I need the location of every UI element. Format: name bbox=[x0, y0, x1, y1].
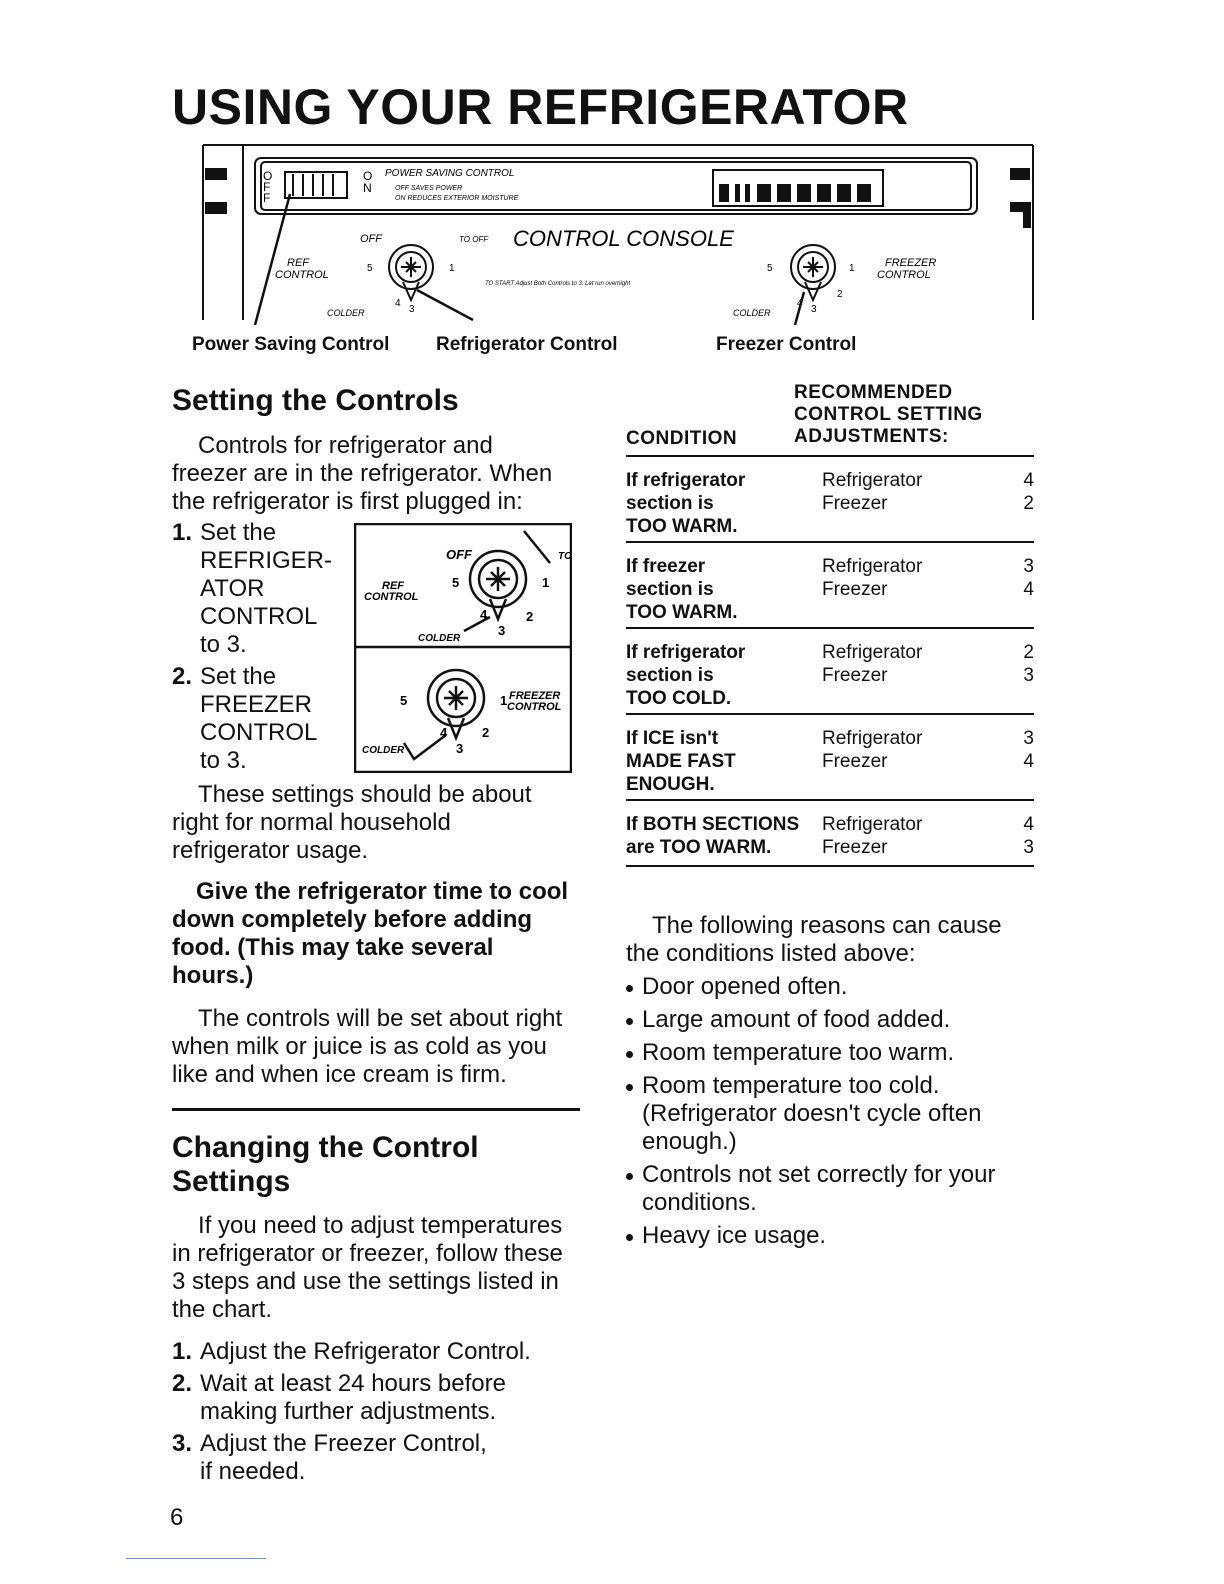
list-item: Large amount of food added. bbox=[624, 1006, 1024, 1034]
svg-text:4: 4 bbox=[797, 298, 803, 309]
changing-step-2 bbox=[172, 1370, 572, 1426]
step-number: 3. bbox=[172, 1430, 193, 1457]
side-tab-icon bbox=[205, 168, 227, 180]
dial-off-label: OFF bbox=[360, 233, 382, 245]
side-tab-icon bbox=[1010, 168, 1030, 180]
dial-setting-illustration bbox=[354, 523, 572, 773]
svg-text:3: 3 bbox=[409, 304, 415, 315]
setting-step-2 bbox=[172, 663, 352, 775]
box-dial-number: 3 bbox=[498, 623, 506, 638]
side-tab-icon bbox=[205, 202, 227, 214]
step-line: if needed. bbox=[200, 1458, 306, 1485]
setting-after-text: These settings should be about right for normal household refrigerator usage. bbox=[172, 781, 532, 864]
step-line: Wait at least 24 hours before bbox=[200, 1370, 506, 1397]
svg-text:1: 1 bbox=[449, 263, 455, 274]
svg-text:2: 2 bbox=[837, 289, 843, 300]
changing-controls-heading: Changing the Control Settings bbox=[172, 1131, 479, 1198]
row-values: 4 3 bbox=[1023, 814, 1034, 858]
box-dial-number: 5 bbox=[452, 575, 460, 590]
table-row bbox=[626, 455, 1034, 541]
changing-step-1 bbox=[172, 1338, 572, 1366]
colder-label: COLDER bbox=[733, 308, 771, 318]
setting-steps bbox=[172, 519, 352, 775]
step-line: Adjust the Freezer Control, bbox=[200, 1430, 487, 1457]
row-values: 3 4 bbox=[1023, 728, 1034, 772]
freezer-dial-icon bbox=[791, 245, 835, 300]
caption-power-saving: Power Saving Control bbox=[192, 334, 390, 355]
step-line: Set the bbox=[200, 519, 277, 546]
power-saving-label: POWER SAVING CONTROL bbox=[385, 168, 515, 179]
list-item: Controls not set correctly for your conditions. bbox=[624, 1161, 1024, 1217]
box-dial-number: 1 bbox=[500, 693, 508, 708]
refrigerator-dial-icon bbox=[389, 245, 433, 300]
page-number: 6 bbox=[170, 1504, 184, 1531]
table-row bbox=[626, 799, 1034, 867]
changing-steps bbox=[172, 1338, 572, 1486]
row-condition: If freezer section is TOO WARM. bbox=[626, 556, 738, 623]
box-tc-label: TC bbox=[558, 551, 572, 562]
off-description: OFF SAVES POWER bbox=[395, 185, 463, 192]
step-line: CONTROL bbox=[200, 603, 318, 630]
step-line: to 3. bbox=[200, 747, 247, 774]
setting-controls-heading: Setting the Controls bbox=[172, 384, 459, 417]
row-values: 3 4 bbox=[1023, 556, 1034, 600]
box-off-label: OFF bbox=[446, 547, 472, 562]
colder-label: COLDER bbox=[327, 308, 365, 318]
list-item: Room temperature too cold. (Refrigerator doesn't cycle often enough.) bbox=[624, 1072, 1024, 1156]
reasons-intro: The following reasons can cause the conditions listed above: bbox=[626, 912, 1002, 967]
setting-milk-note: The controls will be set about right when milk or juice is as cold as you like and when ice cream is firm. bbox=[172, 1005, 563, 1088]
setting-bold-note: Give the refrigerator time to cool down completely before adding food. (This may take several hours.) bbox=[172, 878, 569, 989]
off-switch-label: O F F bbox=[263, 169, 273, 205]
table-row bbox=[626, 627, 1034, 713]
box-dial-number: 4 bbox=[440, 725, 448, 740]
ref-control-label: REF CONTROL bbox=[275, 257, 329, 281]
row-values: 2 3 bbox=[1023, 642, 1034, 686]
setting-step-1 bbox=[172, 519, 352, 663]
page-title: USING YOUR REFRIGERATOR bbox=[172, 79, 909, 135]
step-line: ATOR bbox=[200, 575, 265, 602]
table-row bbox=[626, 541, 1034, 627]
control-console-heading: CONTROL CONSOLE bbox=[513, 226, 734, 251]
row-condition: If BOTH SECTIONS are TOO WARM. bbox=[626, 814, 800, 858]
svg-text:5: 5 bbox=[767, 263, 773, 274]
step-number: 2. bbox=[172, 1370, 193, 1397]
row-condition: If refrigerator section is TOO WARM. bbox=[626, 470, 746, 537]
row-labels: Refrigerator Freezer bbox=[822, 642, 923, 686]
box-dial-number: 3 bbox=[456, 741, 464, 756]
svg-text:4: 4 bbox=[395, 298, 401, 309]
step-line: Set the bbox=[200, 663, 277, 690]
to-start-instruction: TO START Adjust Both Controls to 3. Let run overnight bbox=[485, 281, 631, 287]
box-colder-label: COLDER bbox=[362, 745, 405, 756]
step-line: Adjust the Refrigerator Control. bbox=[200, 1338, 531, 1365]
box-dial-number: 2 bbox=[526, 609, 534, 624]
list-item: Heavy ice usage. bbox=[624, 1222, 1024, 1250]
step-line: REFRIGER- bbox=[200, 547, 332, 574]
changing-intro: If you need to adjust temperatures in refrigerator or freezer, follow these 3 steps and use the settings listed in the chart. bbox=[172, 1212, 563, 1323]
row-condition: If refrigerator section is TOO COLD. bbox=[626, 642, 746, 709]
step-number: 1. bbox=[172, 519, 193, 546]
box-dial-number: 2 bbox=[482, 725, 490, 740]
row-labels: Refrigerator Freezer bbox=[822, 470, 923, 514]
dial-to-off-label: TO OFF bbox=[459, 235, 489, 244]
svg-text:3: 3 bbox=[811, 304, 817, 315]
box-colder-label: COLDER bbox=[418, 633, 461, 644]
box-dial-number: 1 bbox=[542, 575, 550, 590]
row-condition: If ICE isn't MADE FAST ENOUGH. bbox=[626, 728, 736, 795]
on-switch-label: O N bbox=[363, 169, 373, 195]
step-line: FREEZER bbox=[200, 691, 313, 718]
step-number: 2. bbox=[172, 663, 193, 690]
section-divider bbox=[172, 1108, 580, 1111]
box-dial-number: 5 bbox=[400, 693, 408, 708]
row-labels: Refrigerator Freezer bbox=[822, 728, 923, 772]
freezer-control-label: FREEZER CONTROL bbox=[877, 257, 937, 281]
table-header-recommended: RECOMMENDED CONTROL SETTING ADJUSTMENTS: bbox=[794, 382, 983, 447]
caption-freezer: Freezer Control bbox=[716, 334, 857, 355]
row-values: 4 2 bbox=[1023, 470, 1034, 514]
table-row bbox=[626, 713, 1034, 799]
on-description: ON REDUCES EXTERIOR MOISTURE bbox=[395, 195, 519, 202]
reasons-list bbox=[624, 973, 1024, 1255]
setting-intro: Controls for refrigerator and freezer are in the refrigerator. When the refrigerator is first plugged in: bbox=[172, 432, 553, 515]
row-labels: Refrigerator Freezer bbox=[822, 556, 923, 600]
changing-step-3 bbox=[172, 1430, 572, 1486]
control-console-diagram bbox=[195, 140, 1037, 325]
caption-refrigerator: Refrigerator Control bbox=[436, 334, 618, 355]
step-number: 1. bbox=[172, 1338, 193, 1365]
svg-text:5: 5 bbox=[367, 263, 373, 274]
box-dial-number: 4 bbox=[480, 607, 488, 622]
list-item: Room temperature too warm. bbox=[624, 1039, 1024, 1067]
row-labels: Refrigerator Freezer bbox=[822, 814, 923, 858]
step-line: to 3. bbox=[200, 631, 247, 658]
table-header-condition: CONDITION bbox=[626, 428, 738, 449]
step-line: CONTROL bbox=[200, 719, 318, 746]
box-ref-control-label: REF CONTROL bbox=[364, 580, 419, 603]
list-item: Door opened often. bbox=[624, 973, 1024, 1001]
svg-text:1: 1 bbox=[849, 263, 855, 274]
footer-rule bbox=[126, 1558, 266, 1559]
step-line: making further adjustments. bbox=[200, 1398, 497, 1425]
display-panel-icon bbox=[719, 184, 871, 202]
box-freezer-control-label: FREEZER CONTROL bbox=[507, 690, 562, 713]
